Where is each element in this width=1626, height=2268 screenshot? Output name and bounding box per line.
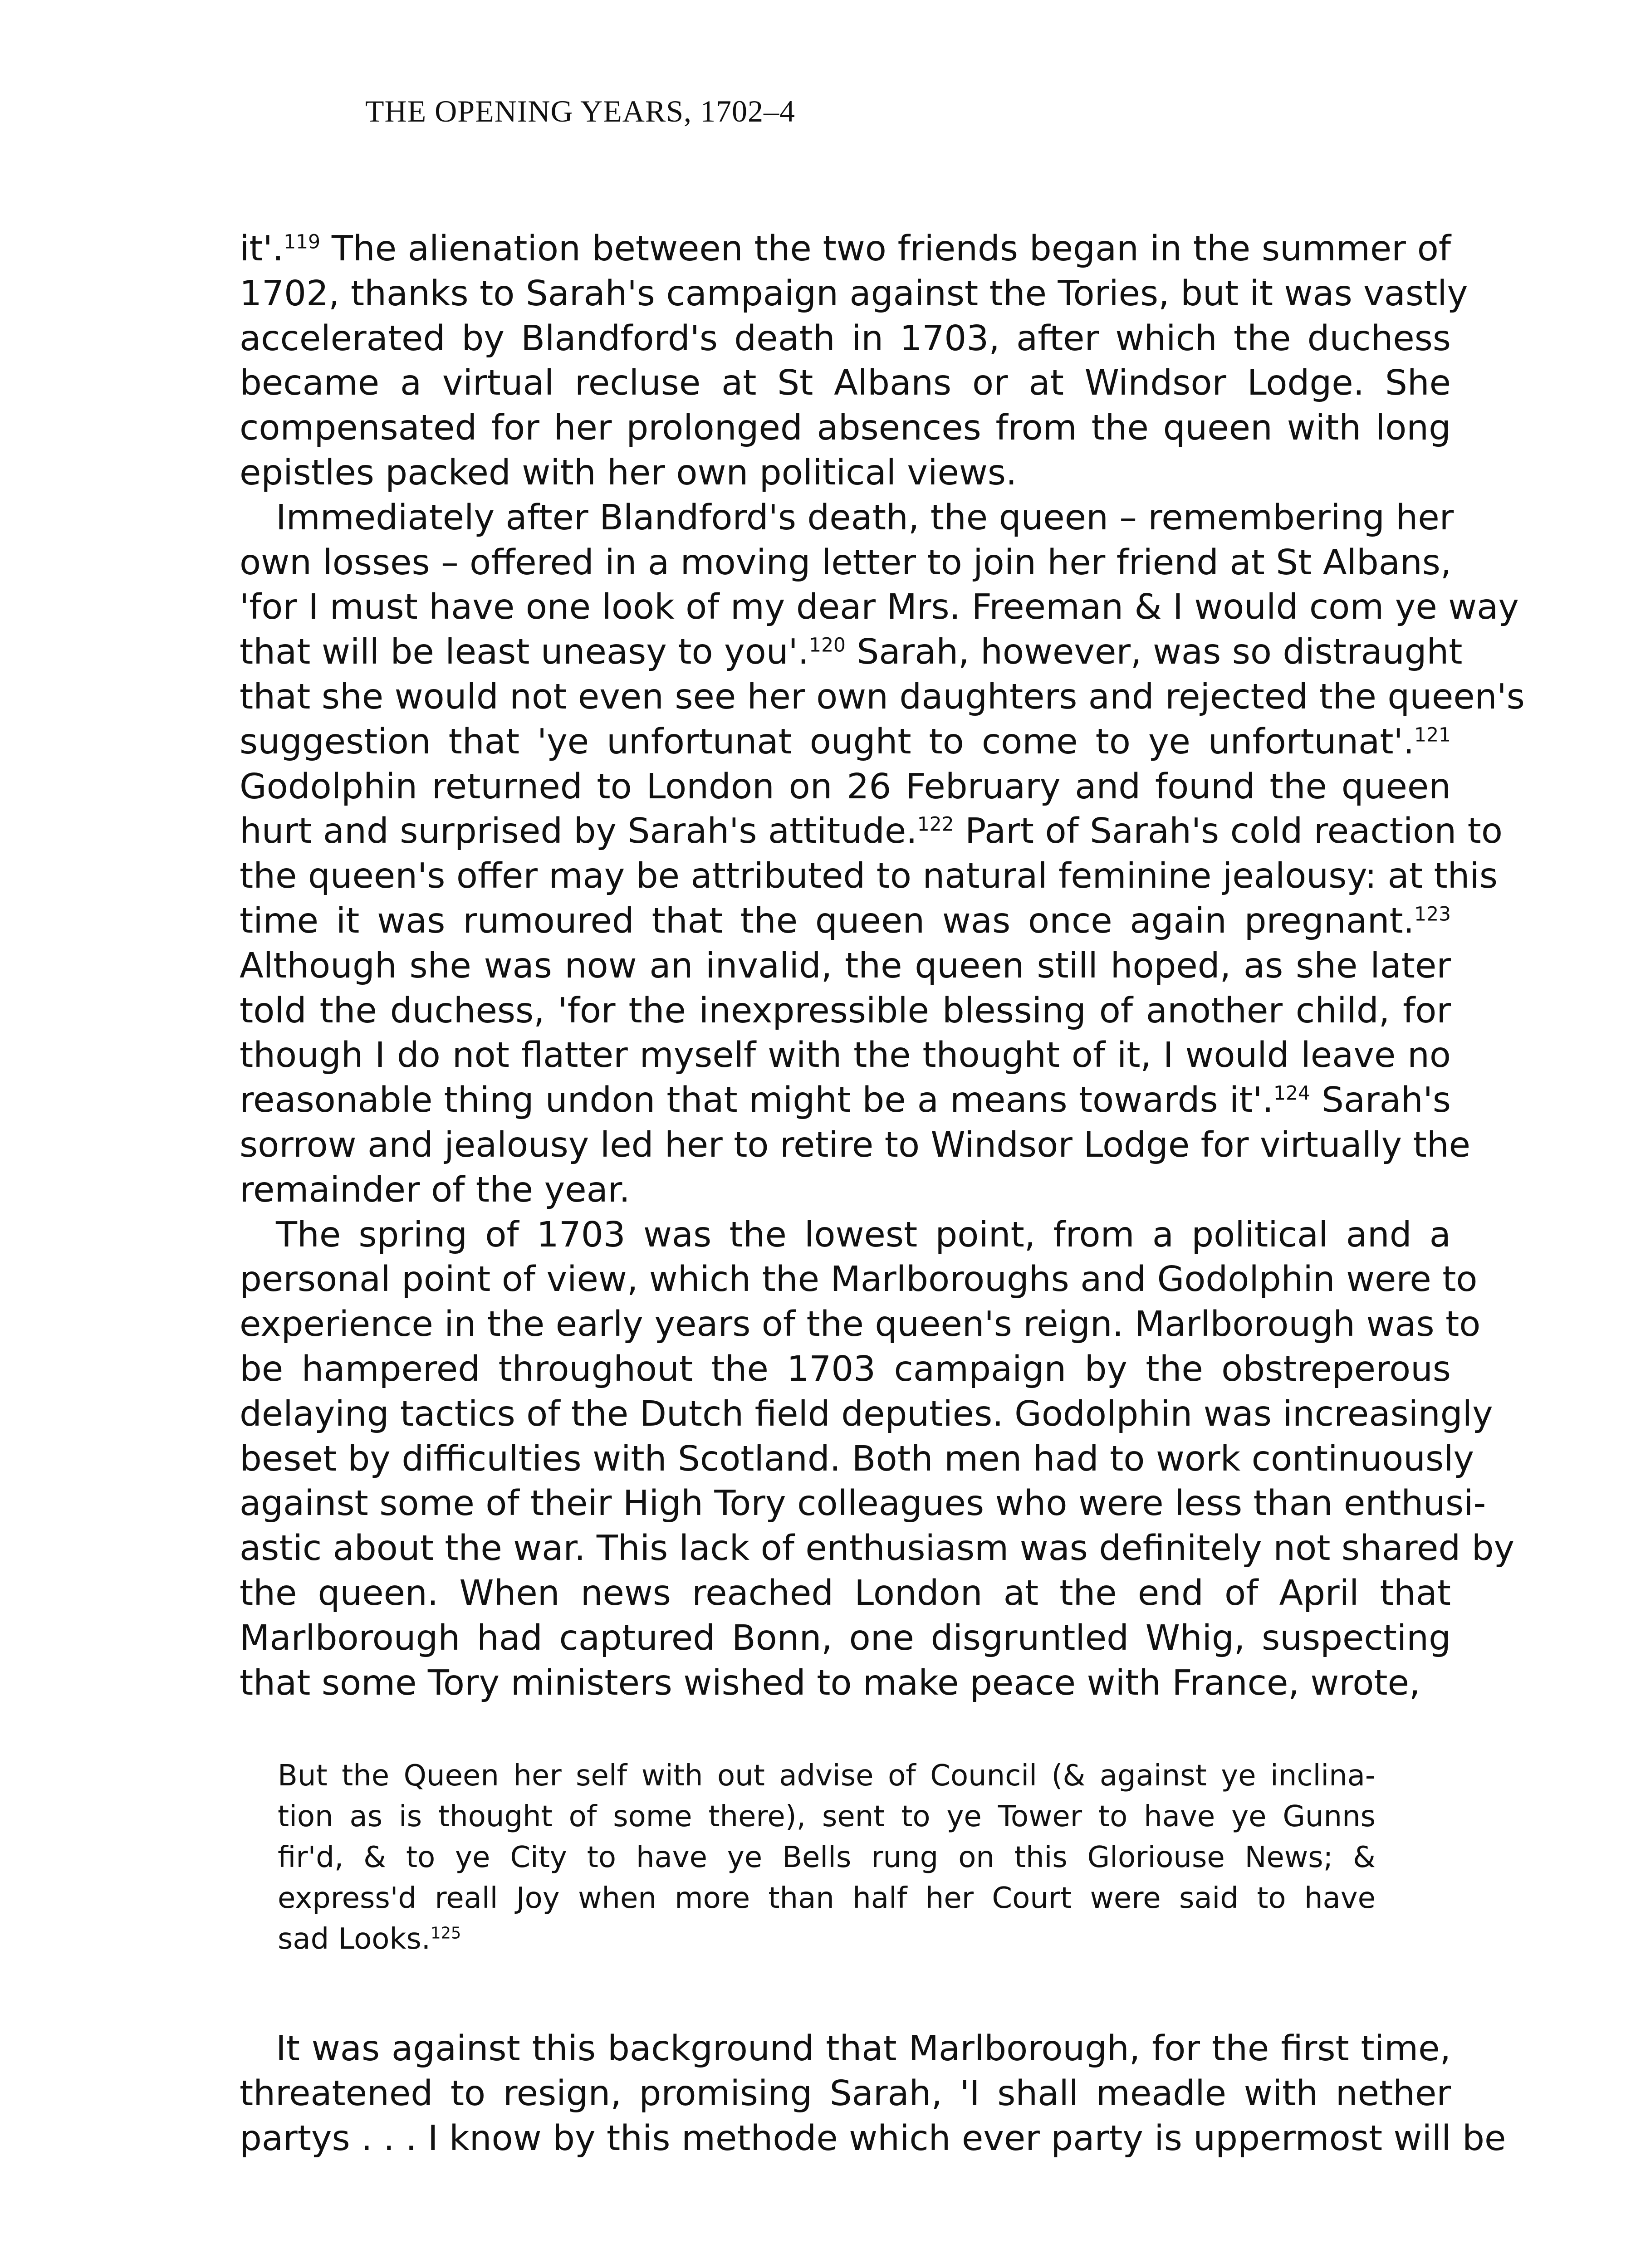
text-line	[240, 1168, 1451, 1213]
line-text: against some of their High Tory colleagues who were less than enthusi-	[240, 1483, 1486, 1524]
text-line	[240, 585, 1519, 630]
footnote-marker: 123	[1414, 903, 1451, 925]
running-head: THE OPENING YEARS, 1702–4	[365, 94, 796, 128]
paragraph-1	[240, 227, 1468, 496]
text-line	[240, 1526, 1515, 1571]
text-line	[240, 1078, 1451, 1123]
line-text: suggestion that 'ye unfortunat ought to come to ye unfortunat'.	[240, 721, 1415, 762]
line-text: Immediately after Blandford's death, the queen – remembering her	[276, 497, 1454, 538]
line-text: But the Queen her self with out advise of Council (& against ye inclina-	[278, 1759, 1376, 1793]
footnote-marker: 125	[431, 1924, 461, 1943]
line-text: astic about the war. This lack of enthusiasm was definitely not shared by	[240, 1528, 1515, 1569]
line-text: that some Tory ministers wished to make peace with France, wrote,	[240, 1662, 1420, 1703]
line-text: Godolphin returned to London on 26 February and found the queen	[240, 766, 1451, 807]
line-text: time it was rumoured that the queen was once again pregnant.	[240, 900, 1415, 941]
line-text: accelerated by Blandford's death in 1703, after which the duchess	[240, 318, 1451, 359]
line-text: sad Looks.	[278, 1922, 431, 1956]
text-line	[240, 361, 1451, 406]
line-text: 'for I must have one look of my dear Mrs. Freeman & I would com ye way	[240, 587, 1519, 628]
text-line	[278, 1837, 1376, 1878]
text-line	[240, 1347, 1451, 1392]
line-text: became a virtual recluse at St Albans or at Windsor Lodge. She	[240, 363, 1451, 404]
text-line	[240, 944, 1451, 989]
line-text: partys . . . I know by this methode which ever party is uppermost will be	[240, 2118, 1506, 2159]
main-text	[240, 227, 1525, 1706]
text-line	[240, 317, 1451, 362]
line-text: hurt and surprised by Sarah's attitude.	[240, 811, 917, 852]
text-line	[240, 272, 1468, 317]
text-line	[240, 1033, 1451, 1078]
paragraph-3	[240, 1213, 1515, 1706]
paragraph-2	[240, 496, 1525, 1213]
line-text: fir'd, & to ye City to have ye Bells rung on this Gloriouse News; &	[278, 1841, 1376, 1874]
text-line	[240, 406, 1451, 451]
text-line	[240, 2071, 1451, 2116]
line-text: it'.	[240, 229, 284, 269]
text-line	[240, 1392, 1493, 1437]
text-line	[240, 541, 1451, 586]
main-text-continued	[240, 1991, 1506, 2196]
line-text-rest: Sarah's	[1310, 1080, 1451, 1121]
line-text: threatened to resign, promising Sarah, 'I shall meadle with nether	[240, 2073, 1451, 2114]
line-text: It was against this background that Marlborough, for the first time,	[276, 2028, 1451, 2069]
text-line	[240, 1437, 1474, 1482]
line-text: beset by difficulties with Scotland. Both men had to work continuously	[240, 1438, 1474, 1479]
line-text: Marlborough had captured Bonn, one disgruntled Whig, suspecting	[240, 1618, 1451, 1658]
line-text-rest: The alienation between the two friends began in the summer of	[320, 229, 1451, 269]
line-text: The spring of 1703 was the lowest point, from a political and a	[276, 1214, 1451, 1255]
line-text: 1702, thanks to Sarah's campaign against the Tories, but it was vastly	[240, 273, 1468, 314]
text-line	[240, 765, 1451, 810]
line-text: Although she was now an invalid, the queen still hoped, as she later	[240, 945, 1451, 986]
line-text: experience in the early years of the queen's reign. Marlborough was to	[240, 1304, 1481, 1345]
line-text: that will be least uneasy to you'.	[240, 632, 809, 673]
line-text: epistles packed with her own political views.	[240, 452, 1017, 493]
line-text: reasonable thing undon that might be a means towards it'.	[240, 1080, 1273, 1121]
line-text: compensated for her prolonged absences from the queen with long	[240, 408, 1451, 449]
text-line	[240, 1302, 1481, 1347]
text-line	[240, 675, 1525, 720]
text-line	[240, 227, 1451, 272]
line-text: told the duchess, 'for the inexpressible blessing of another child, for	[240, 990, 1451, 1031]
text-line	[278, 1919, 1376, 1960]
text-line	[240, 854, 1498, 899]
text-line	[240, 1661, 1451, 1706]
line-text: the queen's offer may be attributed to natural feminine jealousy: at this	[240, 856, 1498, 897]
text-line	[240, 1213, 1451, 1258]
line-text: that she would not even see her own daughters and rejected the queen's	[240, 676, 1525, 717]
text-line	[240, 2026, 1451, 2071]
text-line	[240, 1571, 1451, 1616]
text-line	[240, 1616, 1451, 1661]
text-line	[278, 1796, 1376, 1837]
line-text: express'd reall Joy when more than half her Court were said to have	[278, 1882, 1376, 1915]
line-text: tion as is thought of some there), sent to ye Tower to have ye Gunns	[278, 1800, 1376, 1833]
text-line	[278, 1878, 1376, 1919]
line-text-rest: Part of Sarah's cold reaction to	[954, 811, 1503, 852]
paragraph-4	[240, 2026, 1506, 2161]
line-text: sorrow and jealousy led her to retire to Windsor Lodge for virtually the	[240, 1124, 1471, 1165]
line-text: delaying tactics of the Dutch field deputies. Godolphin was increasingly	[240, 1393, 1493, 1434]
text-line	[240, 2116, 1506, 2161]
footnote-marker: 120	[809, 634, 846, 656]
text-line	[240, 720, 1451, 765]
text-line	[240, 1481, 1486, 1526]
text-line	[240, 630, 1463, 675]
text-line	[240, 899, 1451, 944]
line-text: remainder of the year.	[240, 1169, 630, 1210]
text-line	[240, 496, 1454, 541]
text-line	[240, 1257, 1478, 1302]
text-line	[240, 1123, 1471, 1168]
line-text: be hampered throughout the 1703 campaign by the obstreperous	[240, 1349, 1451, 1389]
text-line	[240, 451, 1451, 496]
text-line	[240, 989, 1451, 1034]
block-quote	[278, 1755, 1376, 1960]
footnote-marker: 119	[284, 230, 321, 253]
line-text: the queen. When news reached London at the end of April that	[240, 1573, 1451, 1613]
footnote-marker: 121	[1414, 723, 1451, 746]
line-text: though I do not flatter myself with the thought of it, I would leave no	[240, 1035, 1451, 1076]
text-line	[278, 1755, 1376, 1796]
footnote-marker: 122	[917, 813, 954, 836]
line-text: personal point of view, which the Marlboroughs and Godolphin were to	[240, 1259, 1478, 1300]
line-text-rest: Sarah, however, was so distraught	[846, 632, 1463, 673]
line-text: own losses – offered in a moving letter to join her friend at St Albans,	[240, 542, 1452, 583]
text-line	[240, 809, 1503, 854]
footnote-marker: 124	[1273, 1082, 1310, 1105]
